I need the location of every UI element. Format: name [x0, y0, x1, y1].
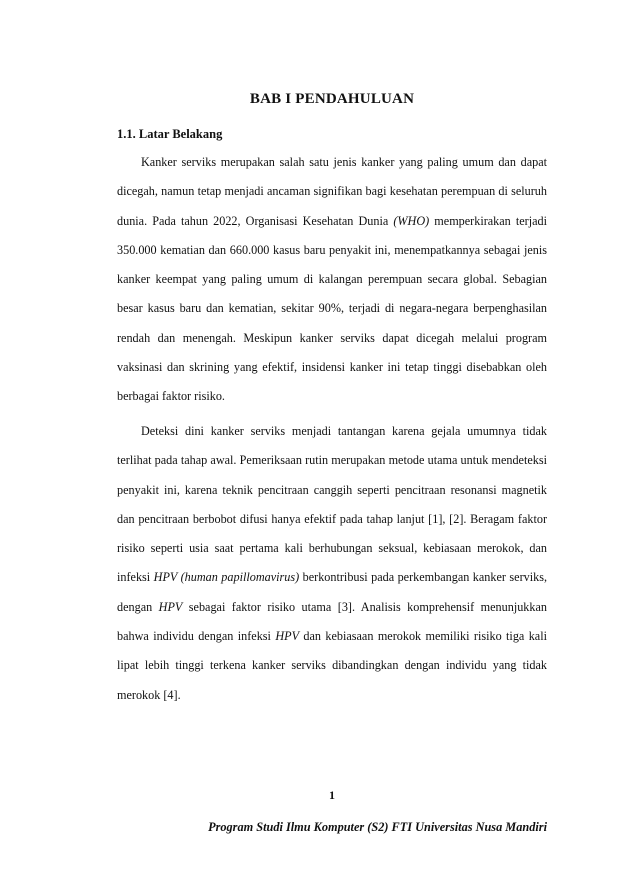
paragraph-2-text-b: berkontribusi pada perkembangan kanker serviks, dengan — [117, 570, 548, 614]
chapter-title: BAB I PENDAHULUAN — [249, 91, 415, 107]
paragraph-2-text-c: sebagai faktor risiko utama [3]. Analisis komprehensif menunjukkan bahwa individu dengan infeksi — [117, 599, 547, 644]
paragraph-1 — [117, 148, 547, 412]
paragraph-2-text-a: Deteksi dini kanker serviks menjadi tantangan karena gejala umumnya tidak terlihat pada tahap awal. Pemeriksaan rutin merupakan metode utama untuk mendeteksi penyakit ini, karena teknik pencitraan canggih seperti pencitraan resonansi magnetik dan pencitraan berbobot difusi hanya efektif pada tahap lanjut [1], [2]. Beragam faktor risiko seperti usia saat pertama kali berhubungan seksual, kebiasaan merokok, dan infeksi — [117, 424, 547, 585]
page-footer: Program Studi Ilmu Komputer (S2) FTI Universitas Nusa Mandiri — [208, 820, 547, 834]
hpv-term: HPV — [275, 629, 300, 644]
page-number: 1 — [329, 788, 335, 802]
paragraph-2 — [117, 417, 547, 710]
section-heading: 1.1. Latar Belakang — [117, 127, 223, 141]
paragraph-1-text-a: Kanker serviks merupakan salah satu jenis kanker yang paling umum dan dapat dicegah, namun tetap menjadi ancaman signifikan bagi kesehatan perempuan di seluruh dunia. Pada tahun 2022, Organisasi Kesehatan Dunia — [117, 155, 547, 228]
hpv-term: HPV — [158, 599, 183, 614]
who-abbreviation: (WHO) — [393, 213, 430, 228]
paragraph-1-text-b: memperkirakan terjadi 350.000 kematian dan 660.000 kasus baru penyakit ini, menempatkannya sebagai jenis kanker keempat yang paling umum di kalangan perempuan secara global. Sebagian besar kasus baru dan kematian, sekitar 90%, terjadi di negara-negara berpenghasilan rendah dan menengah. Meskipun kanker serviks dapat dicegah melalui program vaksinasi dan skrining yang efektif, insidensi kanker ini tetap tinggi disebabkan oleh berbagai faktor risiko. — [117, 213, 547, 404]
hpv-full-term: HPV (human papillomavirus) — [153, 570, 300, 585]
paragraph-2-text-d: dan kebiasaan merokok memiliki risiko tiga kali lipat lebih tinggi terkena kanker serviks dibandingkan dengan individu yang tidak merokok [4]. — [117, 629, 547, 702]
